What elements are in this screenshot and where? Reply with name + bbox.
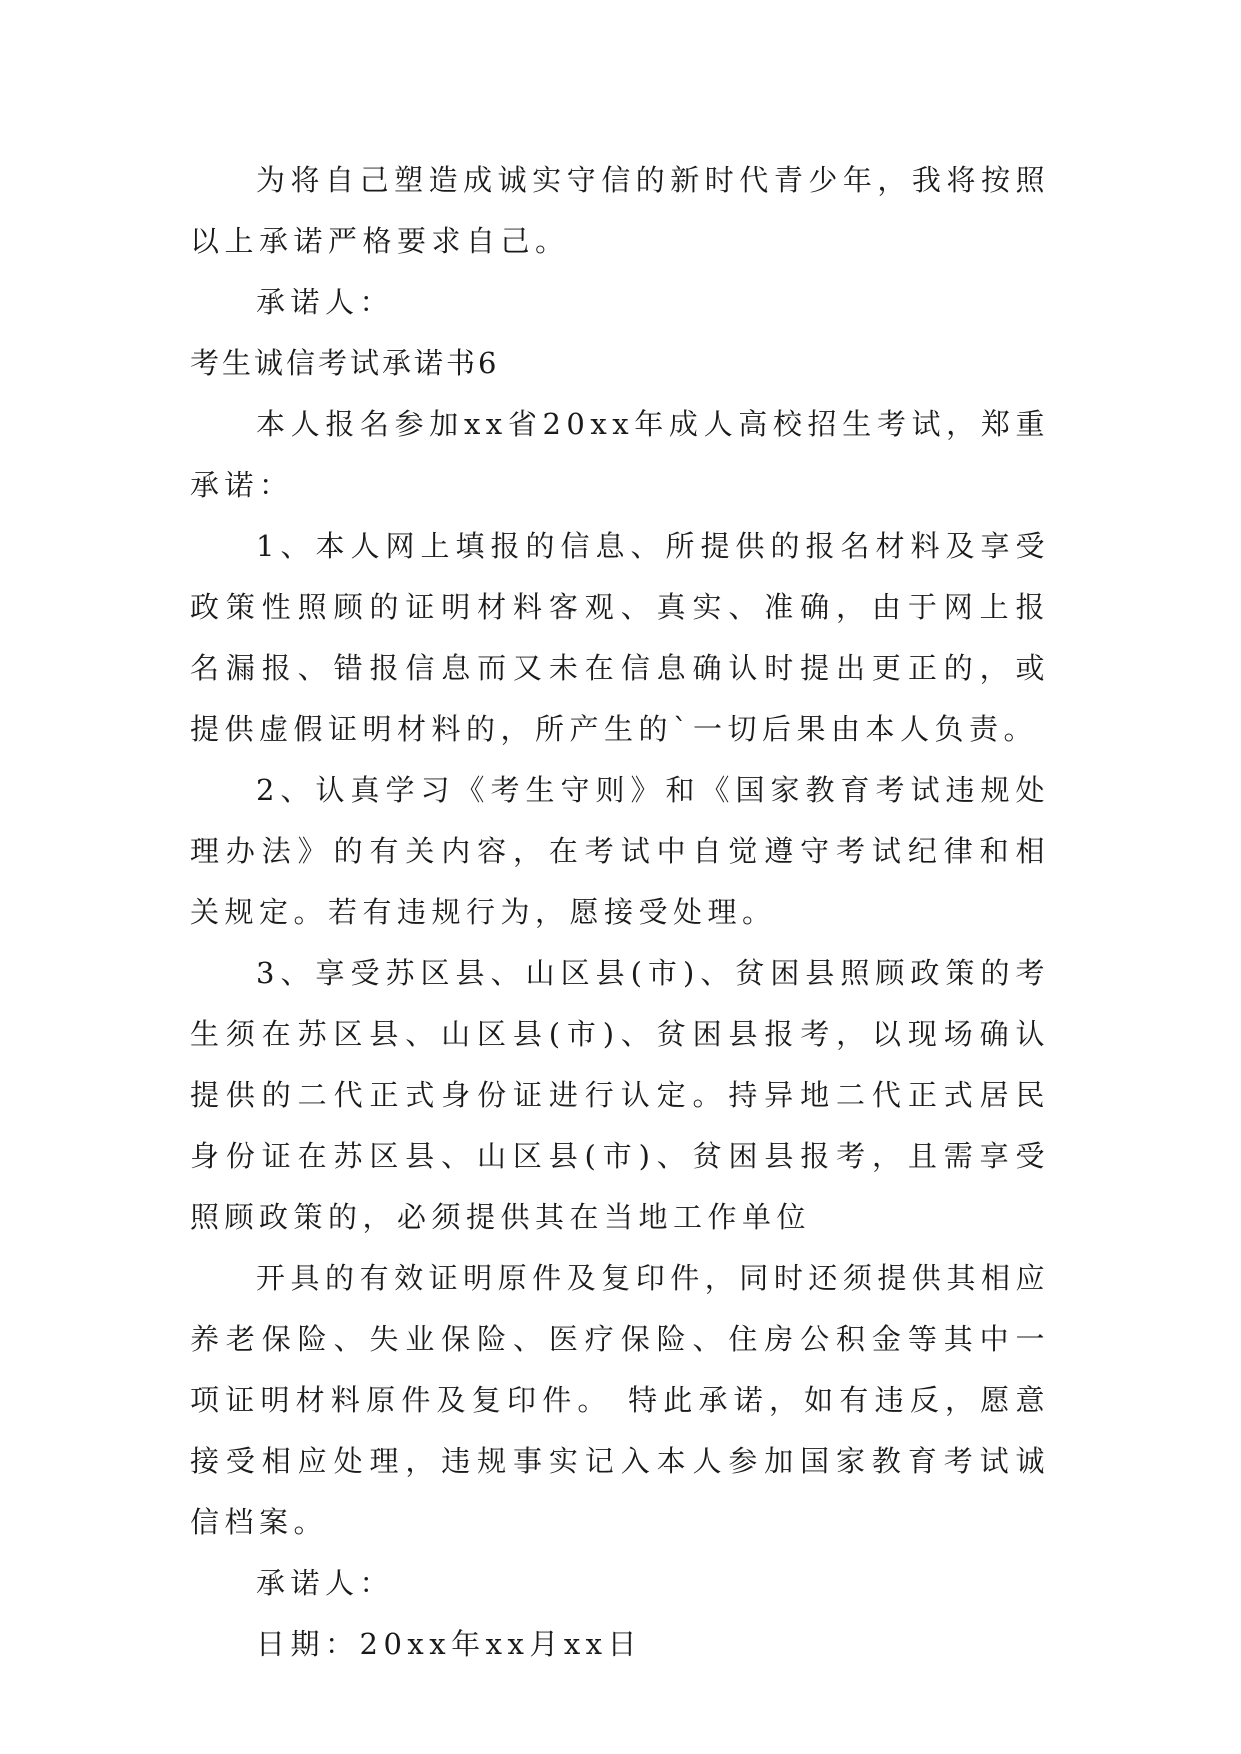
document-body	[190, 150, 1050, 1675]
pledge-item-1: 1、本人网上填报的信息、所提供的报名材料及享受政策性照顾的证明材料客观、真实、准确，由于网上报名漏报、错报信息而又未在信息确认时提出更正的，或提供虚假证明材料的，所产生的`一切后果由本人负责。	[190, 529, 1050, 746]
signatory-label: 承诺人：	[256, 1566, 395, 1600]
closing-statement-paragraph: 为将自己塑造成诚实守信的新时代青少年，我将按照以上承诺严格要求自己。	[190, 163, 1050, 258]
date-line: 日期：20xx年xx月xx日	[256, 1627, 643, 1661]
section-title: 考生诚信考试承诺书6	[190, 346, 500, 380]
signatory-label: 承诺人：	[256, 285, 395, 319]
pledge-item-2: 2、认真学习《考生守则》和《国家教育考试违规处理办法》的有关内容，在考试中自觉遵守考试纪律和相关规定。若有违规行为，愿接受处理。	[190, 773, 1050, 929]
pledge-item-3: 3、享受苏区县、山区县(市)、贫困县照顾政策的考生须在苏区县、山区县(市)、贫困县报考，以现场确认提供的二代正式身份证进行认定。持异地二代正式居民身份证在苏区县、山区县(市)、贫困县报考，且需享受照顾政策的，必须提供其在当地工作单位	[190, 956, 1050, 1234]
pledge-item-3-continued: 开具的有效证明原件及复印件，同时还须提供其相应养老保险、失业保险、医疗保险、住房公积金等其中一项证明材料原件及复印件。 特此承诺，如有违反，愿意接受相应处理，违规事实记入本人参加国家教育考试诚信档案。	[190, 1261, 1050, 1539]
intro-paragraph: 本人报名参加xx省20xx年成人高校招生考试，郑重承诺：	[190, 407, 1050, 502]
